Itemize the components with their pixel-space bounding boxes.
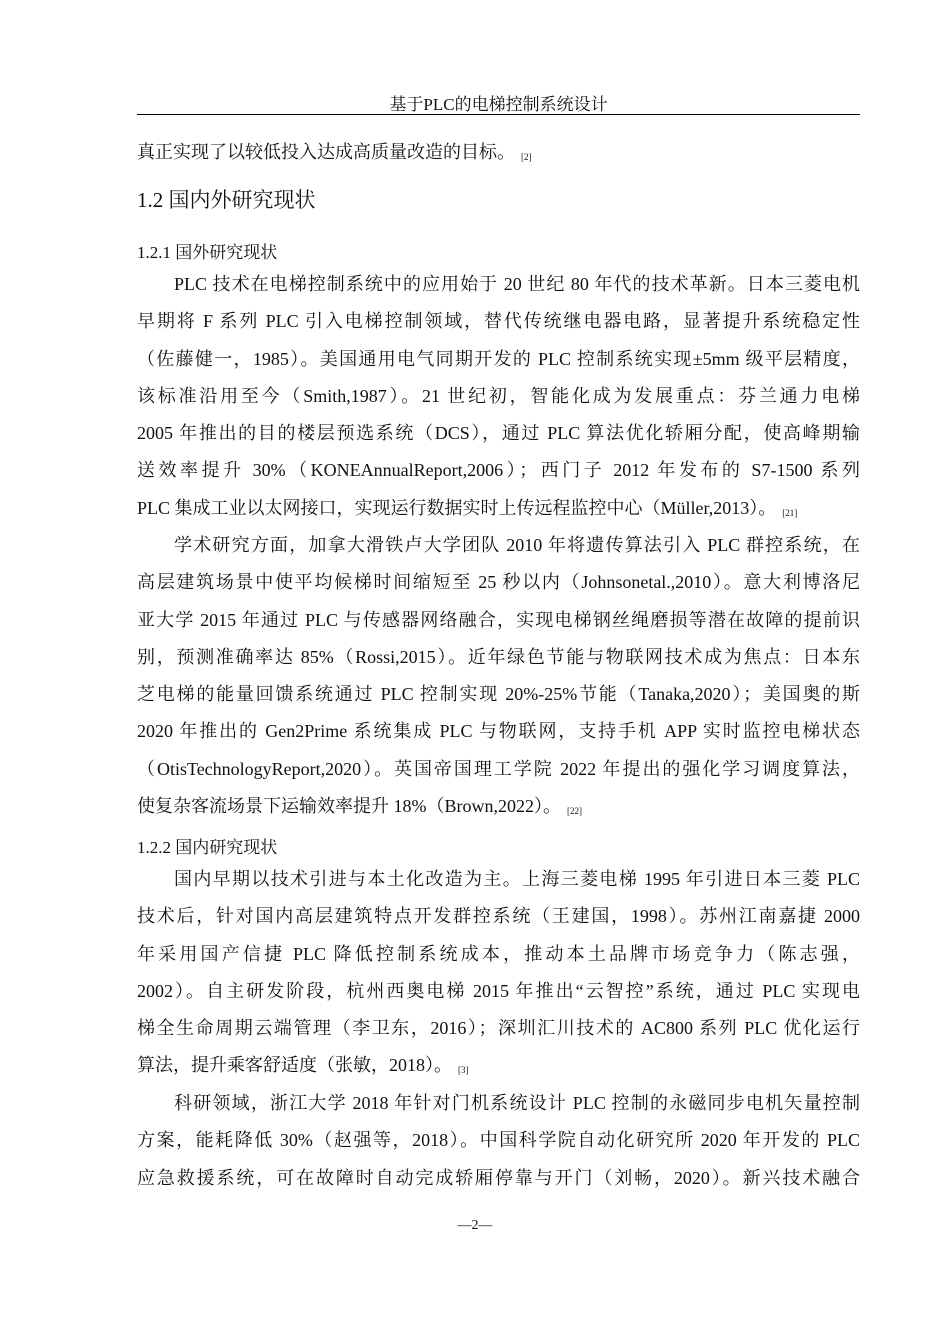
paragraph-line (137, 602, 860, 639)
paragraph-line (137, 490, 860, 527)
line-text: 学术研究方面，加拿大滑铁卢大学团队 2010 年将遗传算法引入 PLC 群控系统，在 (174, 535, 860, 555)
paragraph-line (137, 713, 860, 750)
running-header-title: 基于PLC的电梯控制系统设计 (389, 95, 608, 114)
line-text: 国内早期以技术引进与本土化改造为主。上海三菱电梯 1995 年引进日本三菱 PLC (174, 869, 860, 889)
intro-paragraph (137, 134, 860, 171)
header-rule (137, 114, 860, 115)
paragraph-line (137, 303, 860, 340)
line-text: 应急救援系统，可在故障时自动完成轿厢停靠与开门（刘畅，2020）。新兴技术融合 (137, 1167, 860, 1188)
section-heading-1-2: 1.2 国内外研究现状 (137, 188, 316, 212)
line-text: 送效率提升 30%（KONEAnnualReport,2006）；西门子 2012 年发布的 S7-1500 系列 (137, 460, 860, 481)
line-text: 使复杂客流场景下运输效率提升 18%（Brown,2022）。 (137, 796, 561, 817)
line-text: 该标准沿用至今（Smith,1987）。21 世纪初，智能化成为发展重点：芬兰通力电梯 (137, 385, 860, 406)
paragraph-line (137, 1010, 860, 1047)
paragraph-line (137, 639, 860, 676)
line-text: 早期将 F 系列 PLC 引入电梯控制领域，替代传统继电器电路，显著提升系统稳定性 (137, 311, 860, 332)
citation: [22] (567, 806, 582, 817)
intro-text: 真正实现了以较低投入达成高质量改造的目标。 (137, 142, 515, 162)
paragraph-line (137, 1047, 860, 1084)
paragraph-line (137, 378, 860, 415)
section-heading-1-2-2: 1.2.2 国内研究现状 (137, 838, 278, 857)
paragraph-line (137, 1160, 860, 1197)
paragraph-line (137, 751, 860, 788)
paragraph (137, 861, 860, 1085)
paragraph-line (137, 898, 860, 935)
paragraph-line (137, 527, 860, 564)
paragraph-line (137, 936, 860, 973)
line-text: 2020 年推出的 Gen2Prime 系统集成 PLC 与物联网，支持手机 APP 实时监控电梯状态 (137, 721, 860, 742)
citation: [2] (521, 152, 532, 162)
line-text: PLC 集成工业以太网接口，实现运行数据实时上传远程监控中心（Müller,2013）。 (137, 497, 777, 518)
line-text: 亚大学 2015 年通过 PLC 与传感器网络融合，实现电梯钢丝绳磨损等潜在故障的提前识 (137, 609, 860, 630)
paragraph (137, 1085, 860, 1197)
paragraph-line (137, 415, 860, 452)
line-text: PLC 技术在电梯控制系统中的应用始于 20 世纪 80 年代的技术革新。日本三菱电机 (174, 274, 860, 294)
paragraph-line (137, 266, 860, 303)
paragraph-line (137, 676, 860, 713)
paragraph-line (137, 1122, 860, 1159)
paragraph-line (137, 1085, 860, 1122)
citation: [21] (782, 507, 798, 518)
line-text: 高层建筑场景中使平均候梯时间缩短至 25 秒以内（Johnsonetal.,2010）。意大利博洛尼 (137, 572, 860, 593)
citation: [3] (458, 1065, 469, 1076)
paragraph (137, 527, 860, 825)
line-text: 技术后，针对国内高层建筑特点开发群控系统（王建国，1998）。苏州江南嘉捷 2000 (137, 906, 860, 927)
line-text: 别，预测准确率达 85%（Rossi,2015）。近年绿色节能与物联网技术成为焦点：日本东 (137, 646, 860, 667)
paragraph-line (137, 861, 860, 898)
page-number: —2— (457, 1218, 493, 1233)
line-text: （佐藤健一，1985）。美国通用电气同期开发的 PLC 控制系统实现±5mm 级平层精度， (137, 348, 860, 369)
line-text: 2005 年推出的目的楼层预选系统（DCS），通过 PLC 算法优化轿厢分配，使高峰期输 (137, 423, 860, 444)
line-text: 方案，能耗降低 30%（赵强等，2018）。中国科学院自动化研究所 2020 年开发的 PLC (137, 1130, 860, 1151)
line-text: 年采用国产信捷 PLC 降低控制系统成本，推动本土品牌市场竞争力（陈志强， (137, 943, 860, 964)
paragraph-line (137, 341, 860, 378)
line-text: （OtisTechnologyReport,2020）。英国帝国理工学院 2022 年提出的强化学习调度算法， (137, 758, 860, 779)
line-text: 科研领域，浙江大学 2018 年针对门机系统设计 PLC 控制的永磁同步电机矢量控制 (174, 1093, 860, 1113)
paragraph-line (137, 564, 860, 601)
paragraph-line (137, 973, 860, 1010)
paragraph (137, 266, 860, 527)
paragraph-line (137, 452, 860, 489)
line-text: 算法，提升乘客舒适度（张敏，2018）。 (137, 1055, 452, 1076)
line-text: 芝电梯的能量回馈系统通过 PLC 控制实现 20%-25%节能（Tanaka,2020）；美国奥的斯 (137, 684, 860, 705)
line-text: 梯全生命周期云端管理（李卫东，2016）；深圳汇川技术的 AC800 系列 PLC 优化运行 (137, 1018, 860, 1039)
section-heading-1-2-1: 1.2.1 国外研究现状 (137, 243, 278, 262)
line-text: 2002）。自主研发阶段，杭州西奥电梯 2015 年推出“云智控”系统，通过 PLC 实现电 (137, 980, 860, 1001)
paragraph-line (137, 788, 860, 825)
